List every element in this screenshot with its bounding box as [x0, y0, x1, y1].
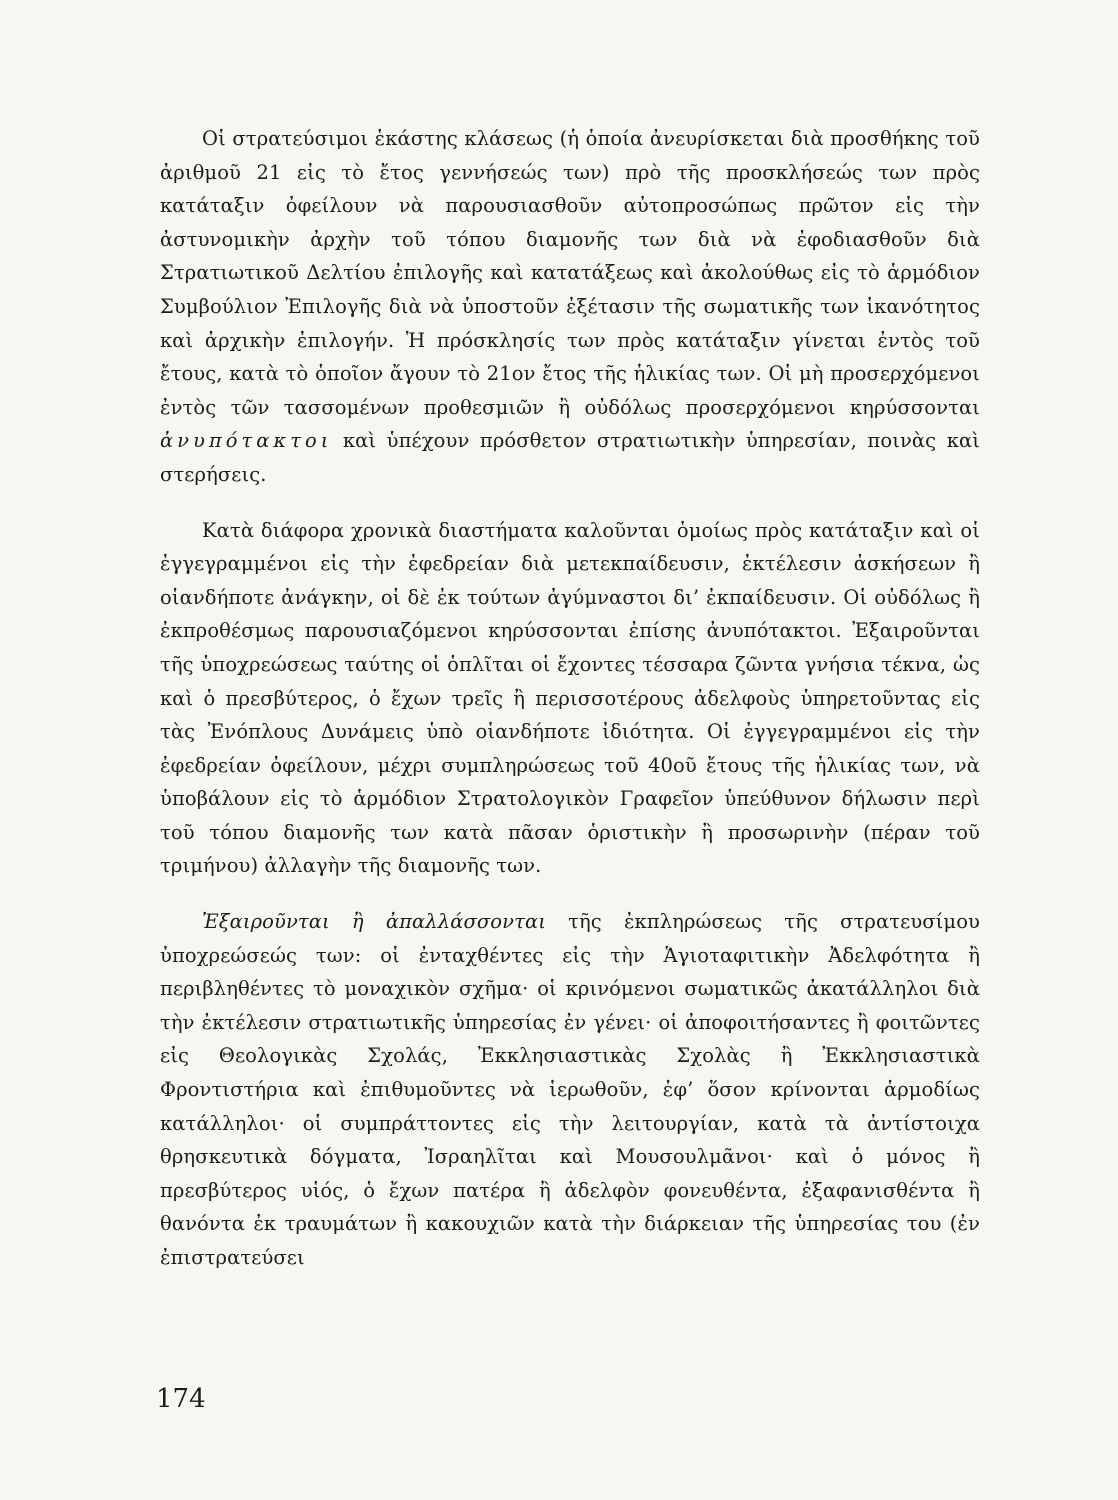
paragraph-reserve-call-up — [160, 514, 980, 884]
paragraph-3-lead-italic: Ἐξαιροῦνται ἢ ἀπαλλάσσονται — [202, 910, 546, 934]
paragraph-3-text-after: τῆς ἐκπληρώσεως τῆς στρατευσίμου ὑποχρεώσεώς των: οἱ ἐνταχθέντες εἰς τὴν Ἁγιοταφιτικὴν Ἀδελφότητα ἢ περιβληθέντες τὸ μοναχικὸν σχῆμα· οἱ κρινόμενοι σωματικῶς ἀκατάλληλοι διὰ τὴν ἐκτέλεσιν στρατιωτικῆς ὑπηρεσίας ἐν γένει· οἱ ἀποφοιτήσαντες ἢ φοιτῶντες εἰς Θεολογικὰς Σχολάς, Ἐκκλησιαστικὰς Σχολὰς ἢ Ἐκκλησιαστικὰ Φροντιστήρια καὶ ἐπιθυμοῦντες νὰ ἱερωθοῦν, ἐφ’ ὅσον κρίνονται ἁρμοδίως κατάλληλοι· οἱ συμπράττοντες εἰς τὴν λειτουργίαν, κατὰ τὰ ἀντίστοιχα θρησκευτικὰ δόγματα, Ἰσραηλῖται καὶ Μουσουλμᾶνοι· καὶ ὁ μόνος ἢ πρεσβύτερος υἱός, ὁ ἔχων πατέρα ἢ ἀδελφὸν φονευθέντα, ἐξαφανισθέντα ἢ θανόντα ἐκ τραυμάτων ἢ κακουχιῶν κατὰ τὴν διάρκειαν τῆς ὑπηρεσίας του (ἐν ἐπιστρατεύσει — [160, 910, 980, 1269]
paragraph-1-text-before: Οἱ στρατεύσιμοι ἑκάστης κλάσεως (ἡ ὁποία ἀνευρίσκεται διὰ προσθήκης τοῦ ἀριθμοῦ 21 εἰς τὸ ἔτος γεννήσεώς των) πρὸ τῆς προσκλήσεώς των πρὸς κατάταξιν ὀφείλουν νὰ παρουσιασθοῦν αὐτοπροσώπως πρῶτον εἰς τὴν ἀστυνομικὴν ἀρχὴν τοῦ τόπου διαμονῆς των διὰ νὰ ἐφοδιασθοῦν διὰ Στρατιωτικοῦ Δελτίου ἐπιλογῆς καὶ κατατάξεως καὶ ἀκολούθως εἰς τὸ ἁρμόδιον Συμβούλιον Ἐπιλογῆς διὰ νὰ ὑποστοῦν ἐξέτασιν τῆς σωματικῆς των ἱκανότητος καὶ ἀρχικὴν ἐπιλογήν. Ἡ πρόσκλησίς των πρὸς κατάταξιν γίνεται ἐντὸς τοῦ ἔτους, κατὰ τὸ ὁποῖον ἄγουν τὸ 21ον ἔτος τῆς ἡλικίας των. Οἱ μὴ προσερχόμενοι ἐντὸς τῶν τασσομένων προθεσμιῶν ἢ οὐδόλως προσερχόμενοι κηρύσσονται — [160, 127, 980, 419]
paragraph-conscription-process — [160, 122, 980, 492]
body-text — [160, 122, 980, 1275]
paragraph-exemptions — [160, 905, 980, 1275]
paragraph-1-emphasis: ἀνυπότακτοι — [160, 429, 333, 453]
paragraph-1-text-after: καὶ ὑπέχουν πρόσθετον στρατιωτικὴν ὑπηρεσίαν, ποινὰς καὶ στερήσεις. — [160, 429, 980, 486]
paragraph-2-text: Κατὰ διάφορα χρονικὰ διαστήματα καλοῦνται ὁμοίως πρὸς κατάταξιν καὶ οἱ ἐγγεγραμμένοι εἰς τὴν ἐφεδρείαν διὰ μετεκπαίδευσιν, ἐκτέλεσιν ἀσκήσεων ἢ οἱανδήποτε ἀνάγκην, οἱ δὲ ἐκ τούτων ἀγύμναστοι δι’ ἐκπαίδευσιν. Οἱ οὐδόλως ἢ ἐκπροθέσμως παρουσιαζόμενοι κηρύσσονται ἐπίσης ἀνυπότακτοι. Ἐξαιροῦνται τῆς ὑποχρεώσεως ταύτης οἱ ὁπλῖται οἱ ἔχοντες τέσσαρα ζῶντα γνήσια τέκνα, ὡς καὶ ὁ πρεσβύτερος, ὁ ἔχων τρεῖς ἢ περισσοτέρους ἀδελφοὺς ὑπηρετοῦντας εἰς τὰς Ἐνόπλους Δυνάμεις ὑπὸ οἱανδήποτε ἰδιότητα. Οἱ ἐγγεγραμμένοι εἰς τὴν ἐφεδρείαν ὀφείλουν, μέχρι συμπληρώσεως τοῦ 40οῦ ἔτους τῆς ἡλικίας των, νὰ ὑποβάλουν εἰς τὸ ἁρμόδιον Στρατολογικὸν Γραφεῖον ὑπεύθυνον δήλωσιν περὶ τοῦ τόπου διαμονῆς των κατὰ πᾶσαν ὁριστικὴν ἢ προσωρινὴν (πέραν τοῦ τριμήνου) ἀλλαγὴν τῆς διαμονῆς των. — [160, 518, 980, 878]
page-number: 174 — [156, 1384, 206, 1414]
